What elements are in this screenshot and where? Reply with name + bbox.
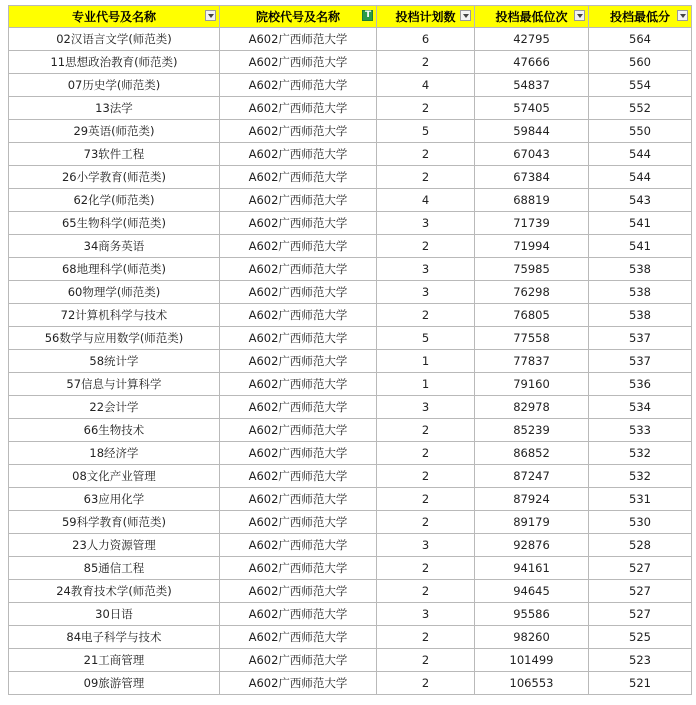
- cell-score[interactable]: 534: [589, 396, 692, 419]
- cell-plan[interactable]: 2: [377, 626, 475, 649]
- filter-active-icon[interactable]: [362, 10, 373, 21]
- cell-score[interactable]: 525: [589, 626, 692, 649]
- cell-rank[interactable]: 71994: [475, 235, 589, 258]
- table-row: [9, 74, 692, 97]
- cell-major[interactable]: 24教育技术学(师范类): [9, 580, 220, 603]
- header-label: 院校代号及名称: [255, 10, 340, 24]
- cell-plan[interactable]: 2: [377, 442, 475, 465]
- table-row: [9, 580, 692, 603]
- table-row: [9, 166, 692, 189]
- cell-major[interactable]: 65生物科学(师范类): [9, 212, 220, 235]
- cell-plan[interactable]: 3: [377, 212, 475, 235]
- cell-score[interactable]: 543: [589, 189, 692, 212]
- header-school: [220, 6, 377, 28]
- cell-school[interactable]: A602广西师范大学: [220, 143, 377, 166]
- filter-dropdown-icon[interactable]: [205, 10, 216, 21]
- table-body: [9, 28, 692, 695]
- cell-plan[interactable]: 2: [377, 304, 475, 327]
- cell-major[interactable]: 22会计学: [9, 396, 220, 419]
- cell-score[interactable]: 536: [589, 373, 692, 396]
- table-row: [9, 189, 692, 212]
- cell-plan[interactable]: 2: [377, 143, 475, 166]
- cell-rank[interactable]: 68819: [475, 189, 589, 212]
- cell-school[interactable]: A602广西师范大学: [220, 465, 377, 488]
- cell-score[interactable]: 532: [589, 465, 692, 488]
- header-score: [589, 6, 692, 28]
- cell-plan[interactable]: 2: [377, 51, 475, 74]
- cell-plan[interactable]: 2: [377, 649, 475, 672]
- table-row: [9, 143, 692, 166]
- table-row: [9, 396, 692, 419]
- cell-school[interactable]: A602广西师范大学: [220, 603, 377, 626]
- table-row: [9, 465, 692, 488]
- cell-plan[interactable]: 4: [377, 189, 475, 212]
- cell-plan[interactable]: 2: [377, 511, 475, 534]
- cell-rank[interactable]: 87247: [475, 465, 589, 488]
- cell-major[interactable]: 18经济学: [9, 442, 220, 465]
- cell-score[interactable]: 538: [589, 304, 692, 327]
- cell-rank[interactable]: 79160: [475, 373, 589, 396]
- cell-rank[interactable]: 59844: [475, 120, 589, 143]
- header-rank: [475, 6, 589, 28]
- cell-score[interactable]: 537: [589, 350, 692, 373]
- cell-major[interactable]: 07历史学(师范类): [9, 74, 220, 97]
- cell-school[interactable]: A602广西师范大学: [220, 212, 377, 235]
- cell-major[interactable]: 56数学与应用数学(师范类): [9, 327, 220, 350]
- filter-dropdown-icon[interactable]: [574, 10, 585, 21]
- table-row: [9, 511, 692, 534]
- cell-plan[interactable]: 3: [377, 258, 475, 281]
- table-row: [9, 672, 692, 695]
- table-row: [9, 28, 692, 51]
- cell-score[interactable]: 554: [589, 74, 692, 97]
- cell-rank[interactable]: 57405: [475, 97, 589, 120]
- cell-major[interactable]: 73软件工程: [9, 143, 220, 166]
- cell-school[interactable]: A602广西师范大学: [220, 97, 377, 120]
- cell-plan[interactable]: 2: [377, 488, 475, 511]
- cell-score[interactable]: 564: [589, 28, 692, 51]
- header-label: 投档计划数: [395, 10, 456, 24]
- cell-plan[interactable]: 2: [377, 97, 475, 120]
- cell-plan[interactable]: 2: [377, 557, 475, 580]
- cell-score[interactable]: 527: [589, 580, 692, 603]
- cell-major[interactable]: 72计算机科学与技术: [9, 304, 220, 327]
- cell-plan[interactable]: 2: [377, 465, 475, 488]
- table-row: [9, 304, 692, 327]
- cell-rank[interactable]: 77837: [475, 350, 589, 373]
- cell-school[interactable]: A602广西师范大学: [220, 327, 377, 350]
- cell-rank[interactable]: 94161: [475, 557, 589, 580]
- cell-plan[interactable]: 3: [377, 396, 475, 419]
- cell-plan[interactable]: 2: [377, 166, 475, 189]
- table-row: [9, 235, 692, 258]
- cell-rank[interactable]: 87924: [475, 488, 589, 511]
- header-major: [9, 6, 220, 28]
- table-row: [9, 557, 692, 580]
- cell-rank[interactable]: 85239: [475, 419, 589, 442]
- cell-rank[interactable]: 71739: [475, 212, 589, 235]
- cell-score[interactable]: 533: [589, 419, 692, 442]
- table-row: [9, 419, 692, 442]
- cell-school[interactable]: A602广西师范大学: [220, 350, 377, 373]
- cell-school[interactable]: A602广西师范大学: [220, 511, 377, 534]
- cell-school[interactable]: A602广西师范大学: [220, 580, 377, 603]
- cell-rank[interactable]: 86852: [475, 442, 589, 465]
- cell-plan[interactable]: 2: [377, 235, 475, 258]
- cell-score[interactable]: 544: [589, 166, 692, 189]
- table-row: [9, 442, 692, 465]
- cell-major[interactable]: 11思想政治教育(师范类): [9, 51, 220, 74]
- cell-rank[interactable]: 75985: [475, 258, 589, 281]
- cell-major[interactable]: 57信息与计算科学: [9, 373, 220, 396]
- cell-school[interactable]: A602广西师范大学: [220, 120, 377, 143]
- admission-table: [8, 5, 692, 695]
- header-label: 专业代号及名称: [71, 10, 156, 24]
- cell-major[interactable]: 60物理学(师范类): [9, 281, 220, 304]
- cell-score[interactable]: 550: [589, 120, 692, 143]
- table-row: [9, 350, 692, 373]
- cell-school[interactable]: A602广西师范大学: [220, 373, 377, 396]
- cell-rank[interactable]: 82978: [475, 396, 589, 419]
- cell-rank[interactable]: 106553: [475, 672, 589, 695]
- cell-major[interactable]: 58统计学: [9, 350, 220, 373]
- cell-rank[interactable]: 76298: [475, 281, 589, 304]
- cell-school[interactable]: A602广西师范大学: [220, 166, 377, 189]
- cell-school[interactable]: A602广西师范大学: [220, 51, 377, 74]
- cell-school[interactable]: A602广西师范大学: [220, 235, 377, 258]
- cell-school[interactable]: A602广西师范大学: [220, 534, 377, 557]
- cell-score[interactable]: 538: [589, 281, 692, 304]
- cell-major[interactable]: 08文化产业管理: [9, 465, 220, 488]
- cell-school[interactable]: A602广西师范大学: [220, 488, 377, 511]
- header-label: 投档最低位次: [495, 10, 568, 24]
- cell-school[interactable]: A602广西师范大学: [220, 557, 377, 580]
- cell-school[interactable]: A602广西师范大学: [220, 626, 377, 649]
- cell-score[interactable]: 527: [589, 603, 692, 626]
- cell-score[interactable]: 532: [589, 442, 692, 465]
- cell-major[interactable]: 34商务英语: [9, 235, 220, 258]
- cell-school[interactable]: A602广西师范大学: [220, 258, 377, 281]
- cell-school[interactable]: A602广西师范大学: [220, 419, 377, 442]
- cell-plan[interactable]: 2: [377, 580, 475, 603]
- cell-rank[interactable]: 76805: [475, 304, 589, 327]
- cell-major[interactable]: 02汉语言文学(师范类): [9, 28, 220, 51]
- table-row: [9, 626, 692, 649]
- cell-rank[interactable]: 42795: [475, 28, 589, 51]
- cell-major[interactable]: 26小学教育(师范类): [9, 166, 220, 189]
- cell-rank[interactable]: 98260: [475, 626, 589, 649]
- cell-school[interactable]: A602广西师范大学: [220, 396, 377, 419]
- cell-score[interactable]: 531: [589, 488, 692, 511]
- cell-major[interactable]: 84电子科学与技术: [9, 626, 220, 649]
- cell-rank[interactable]: 94645: [475, 580, 589, 603]
- cell-score[interactable]: 538: [589, 258, 692, 281]
- spreadsheet: [8, 5, 692, 695]
- cell-major[interactable]: 09旅游管理: [9, 672, 220, 695]
- cell-score[interactable]: 528: [589, 534, 692, 557]
- table-row: [9, 649, 692, 672]
- cell-score[interactable]: 521: [589, 672, 692, 695]
- cell-plan[interactable]: 4: [377, 74, 475, 97]
- cell-plan[interactable]: 3: [377, 603, 475, 626]
- cell-rank[interactable]: 67384: [475, 166, 589, 189]
- table-row: [9, 534, 692, 557]
- cell-rank[interactable]: 67043: [475, 143, 589, 166]
- table-row: [9, 97, 692, 120]
- cell-rank[interactable]: 92876: [475, 534, 589, 557]
- cell-school[interactable]: A602广西师范大学: [220, 649, 377, 672]
- cell-major[interactable]: 30日语: [9, 603, 220, 626]
- cell-rank[interactable]: 54837: [475, 74, 589, 97]
- cell-school[interactable]: A602广西师范大学: [220, 304, 377, 327]
- cell-plan[interactable]: 3: [377, 534, 475, 557]
- cell-major[interactable]: 85通信工程: [9, 557, 220, 580]
- cell-rank[interactable]: 89179: [475, 511, 589, 534]
- table-row: [9, 488, 692, 511]
- table-row: [9, 327, 692, 350]
- cell-rank[interactable]: 101499: [475, 649, 589, 672]
- cell-score[interactable]: 541: [589, 235, 692, 258]
- cell-major[interactable]: 29英语(师范类): [9, 120, 220, 143]
- cell-plan[interactable]: 3: [377, 281, 475, 304]
- cell-rank[interactable]: 95586: [475, 603, 589, 626]
- cell-major[interactable]: 62化学(师范类): [9, 189, 220, 212]
- cell-rank[interactable]: 47666: [475, 51, 589, 74]
- cell-score[interactable]: 552: [589, 97, 692, 120]
- cell-score[interactable]: 544: [589, 143, 692, 166]
- cell-plan[interactable]: 5: [377, 120, 475, 143]
- cell-major[interactable]: 21工商管理: [9, 649, 220, 672]
- cell-major[interactable]: 23人力资源管理: [9, 534, 220, 557]
- cell-plan[interactable]: 2: [377, 672, 475, 695]
- cell-score[interactable]: 523: [589, 649, 692, 672]
- cell-major[interactable]: 13法学: [9, 97, 220, 120]
- filter-dropdown-icon[interactable]: [677, 10, 688, 21]
- cell-score[interactable]: 537: [589, 327, 692, 350]
- header-label: 投档最低分: [609, 10, 670, 24]
- cell-plan[interactable]: 5: [377, 327, 475, 350]
- cell-score[interactable]: 541: [589, 212, 692, 235]
- cell-plan[interactable]: 6: [377, 28, 475, 51]
- table-row: [9, 603, 692, 626]
- cell-plan[interactable]: 2: [377, 419, 475, 442]
- cell-score[interactable]: 527: [589, 557, 692, 580]
- cell-score[interactable]: 530: [589, 511, 692, 534]
- table-row: [9, 373, 692, 396]
- cell-school[interactable]: A602广西师范大学: [220, 281, 377, 304]
- cell-rank[interactable]: 77558: [475, 327, 589, 350]
- table-row: [9, 258, 692, 281]
- cell-school[interactable]: A602广西师范大学: [220, 442, 377, 465]
- cell-school[interactable]: A602广西师范大学: [220, 672, 377, 695]
- table-row: [9, 281, 692, 304]
- cell-school[interactable]: A602广西师范大学: [220, 28, 377, 51]
- cell-major[interactable]: 66生物技术: [9, 419, 220, 442]
- cell-school[interactable]: A602广西师范大学: [220, 189, 377, 212]
- cell-plan[interactable]: 1: [377, 373, 475, 396]
- filter-dropdown-icon[interactable]: [460, 10, 471, 21]
- cell-score[interactable]: 560: [589, 51, 692, 74]
- table-row: [9, 212, 692, 235]
- table-row: [9, 120, 692, 143]
- cell-major[interactable]: 63应用化学: [9, 488, 220, 511]
- header-plan: [377, 6, 475, 28]
- cell-school[interactable]: A602广西师范大学: [220, 74, 377, 97]
- cell-major[interactable]: 68地理科学(师范类): [9, 258, 220, 281]
- cell-plan[interactable]: 1: [377, 350, 475, 373]
- table-row: [9, 51, 692, 74]
- cell-major[interactable]: 59科学教育(师范类): [9, 511, 220, 534]
- header-row: [9, 6, 692, 28]
